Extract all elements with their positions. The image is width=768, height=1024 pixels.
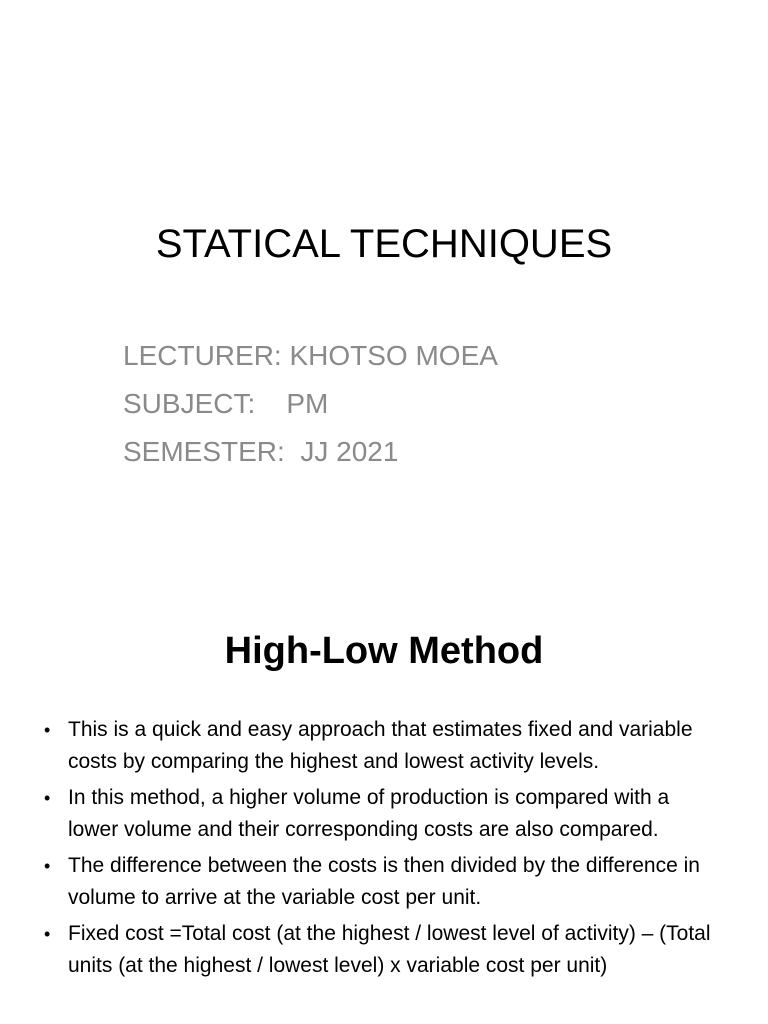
bullet-text: Fixed cost =Total cost (at the highest / lowest level of activity) – (Total units (at the highest / lowest level) x variable cost per unit) — [68, 922, 711, 977]
semester-line: SEMESTER: JJ 2021 — [123, 436, 399, 467]
bullet-item — [44, 850, 724, 914]
lecturer-line: LECTURER: KHOTSO MOEA — [123, 340, 498, 371]
bullet-item — [44, 714, 724, 778]
bullet-icon: • — [44, 788, 51, 808]
bullet-text: This is a quick and easy approach that estimates fixed and variable costs by comparing the highest and lowest activity levels. — [68, 718, 693, 773]
bullet-icon: • — [44, 720, 51, 740]
slide-high-low-method — [0, 576, 768, 1024]
bullet-item — [44, 918, 724, 982]
bullet-icon: • — [44, 856, 51, 876]
slide-heading: High-Low Method — [224, 630, 544, 672]
bullet-item — [44, 782, 724, 846]
bullet-text: The difference between the costs is then divided by the difference in volume to arrive at the variable cost per unit. — [68, 854, 700, 909]
bullet-list — [44, 714, 724, 986]
subject-line: SUBJECT: PM — [123, 388, 329, 419]
bullet-icon: • — [44, 924, 51, 944]
bullet-text: In this method, a higher volume of production is compared with a lower volume and their corresponding costs are also compared. — [68, 786, 670, 841]
slide-title-heading: STATICAL TECHNIQUES — [155, 222, 613, 266]
slide-subtitle-list — [123, 332, 498, 476]
